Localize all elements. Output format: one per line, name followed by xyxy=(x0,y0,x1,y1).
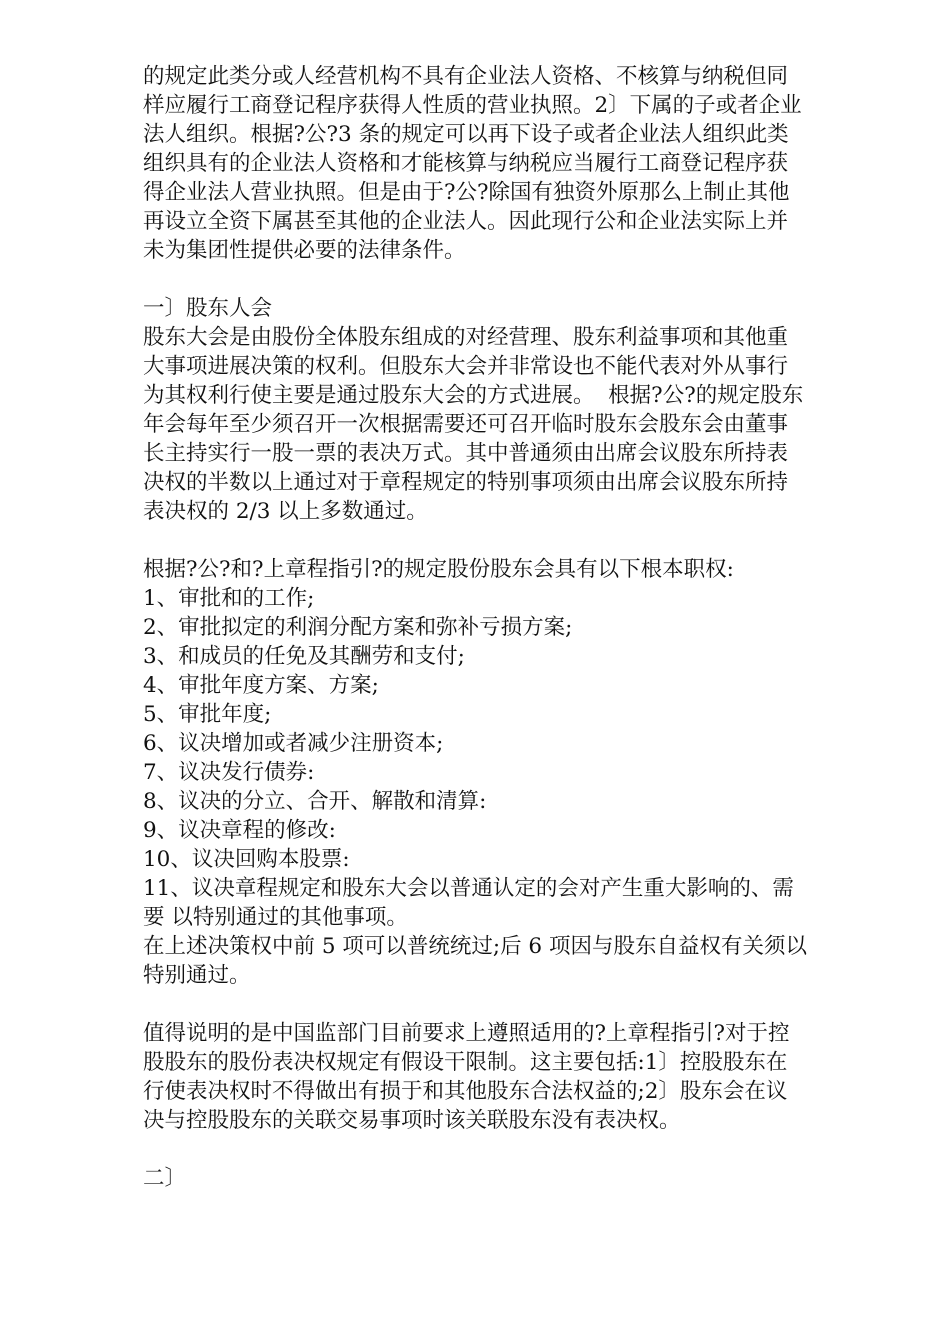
text-line: 大事项进展决策的权利。但股东大会并非常设也不能代表对外从事行 xyxy=(143,354,789,379)
list-item: 6、议决增加或者减少注册资本; xyxy=(143,731,444,756)
list-item: 9、议决章程的修改: xyxy=(143,818,336,843)
text-line: 决权的半数以上通过对于章程规定的特别事项须由出席会议股东所持 xyxy=(143,470,789,495)
powers-list xyxy=(143,584,883,932)
list-item: 8、议决的分立、合开、解散和清算: xyxy=(143,789,487,814)
text-line: 特别通过。 xyxy=(143,963,251,988)
list-item: 2、审批拟定的利润分配方案和弥补亏损方案; xyxy=(143,615,573,640)
list-item: 3、和成员的任免及其酬劳和支付; xyxy=(143,644,465,669)
text-line: 未为集团性提供必要的法律条件。 xyxy=(143,238,466,263)
text-line: 法人组织。根据?公?3 条的规定可以再下设子或者企业法人组织此类 xyxy=(143,122,789,147)
paragraph-spacer xyxy=(143,265,883,294)
section-heading: 一〕股东人会 xyxy=(143,296,273,321)
powers-intro: 根据?公?和?上章程指引?的规定股份股东会具有以下根本职权: xyxy=(143,557,734,582)
paragraph-spacer xyxy=(143,526,883,555)
text-line: 表决权的 2/3 以上多数通过。 xyxy=(143,499,428,524)
text-line: 股东大会是由股份全体股东组成的对经营理、股东利益事项和其他重 xyxy=(143,325,789,350)
document-page xyxy=(143,62,883,1193)
paragraph-spacer xyxy=(143,1135,883,1164)
text-line: 长主持实行一股一票的表决万式。其中普通须由出席会议股东所持表 xyxy=(143,441,789,466)
text-line: 组织具有的企业法人资格和才能核算与纳税应当履行工商登记程序获 xyxy=(143,151,789,176)
text-line: 在上述决策权中前 5 项可以普统统过;后 6 项因与股东自益权有关须以 xyxy=(143,934,807,959)
paragraph-controlling-shareholders xyxy=(143,1019,883,1135)
section-heading: 二〕 xyxy=(143,1166,187,1191)
list-item: 1、审批和的工作; xyxy=(143,586,315,611)
paragraph-voting-note xyxy=(143,932,883,990)
text-line: 为其权利行使主要是通过股东大会的方式进展。 根据?公?的规定股东 xyxy=(143,383,804,408)
list-item: 要 以特别通过的其他事项。 xyxy=(143,905,408,930)
text-line: 值得说明的是中国监部门目前要求上遵照适用的?上章程指引?对于控 xyxy=(143,1021,790,1046)
paragraph-group-companies xyxy=(143,62,883,265)
list-item: 4、审批年度方案、方案; xyxy=(143,673,379,698)
list-item: 11、议决章程规定和股东大会以普通认定的会对产生重大影响的、需 xyxy=(143,876,794,901)
text-line: 行使表决权时不得做出有损于和其他股东合法权益的;2〕股东会在议 xyxy=(143,1079,788,1104)
text-line: 的规定此类分或人经营机构不具有企业法人资格、不核算与纳税但同 xyxy=(143,64,789,89)
paragraph-shareholders-meeting xyxy=(143,323,883,526)
text-line: 股股东的股份表决权规定有假设干限制。这主要包括:1〕控股股东在 xyxy=(143,1050,788,1075)
list-item: 7、议决发行债券: xyxy=(143,760,315,785)
list-item: 10、议决回购本股票: xyxy=(143,847,350,872)
text-line: 得企业法人营业执照。但是由于?公?除国有独资外原那么上制止其他 xyxy=(143,180,790,205)
text-line: 年会每年至少须召开一次根据需要还可召开临时股东会股东会由董事 xyxy=(143,412,789,437)
paragraph-spacer xyxy=(143,990,883,1019)
list-item: 5、审批年度; xyxy=(143,702,272,727)
text-line: 样应履行工商登记程序获得人性质的营业执照。2〕下属的子或者企业 xyxy=(143,93,802,118)
text-line: 决与控股股东的关联交易事项时该关联股东没有表决权。 xyxy=(143,1108,681,1133)
text-line: 再设立全资下属甚至其他的企业法人。因此现行公和企业法实际上并 xyxy=(143,209,789,234)
